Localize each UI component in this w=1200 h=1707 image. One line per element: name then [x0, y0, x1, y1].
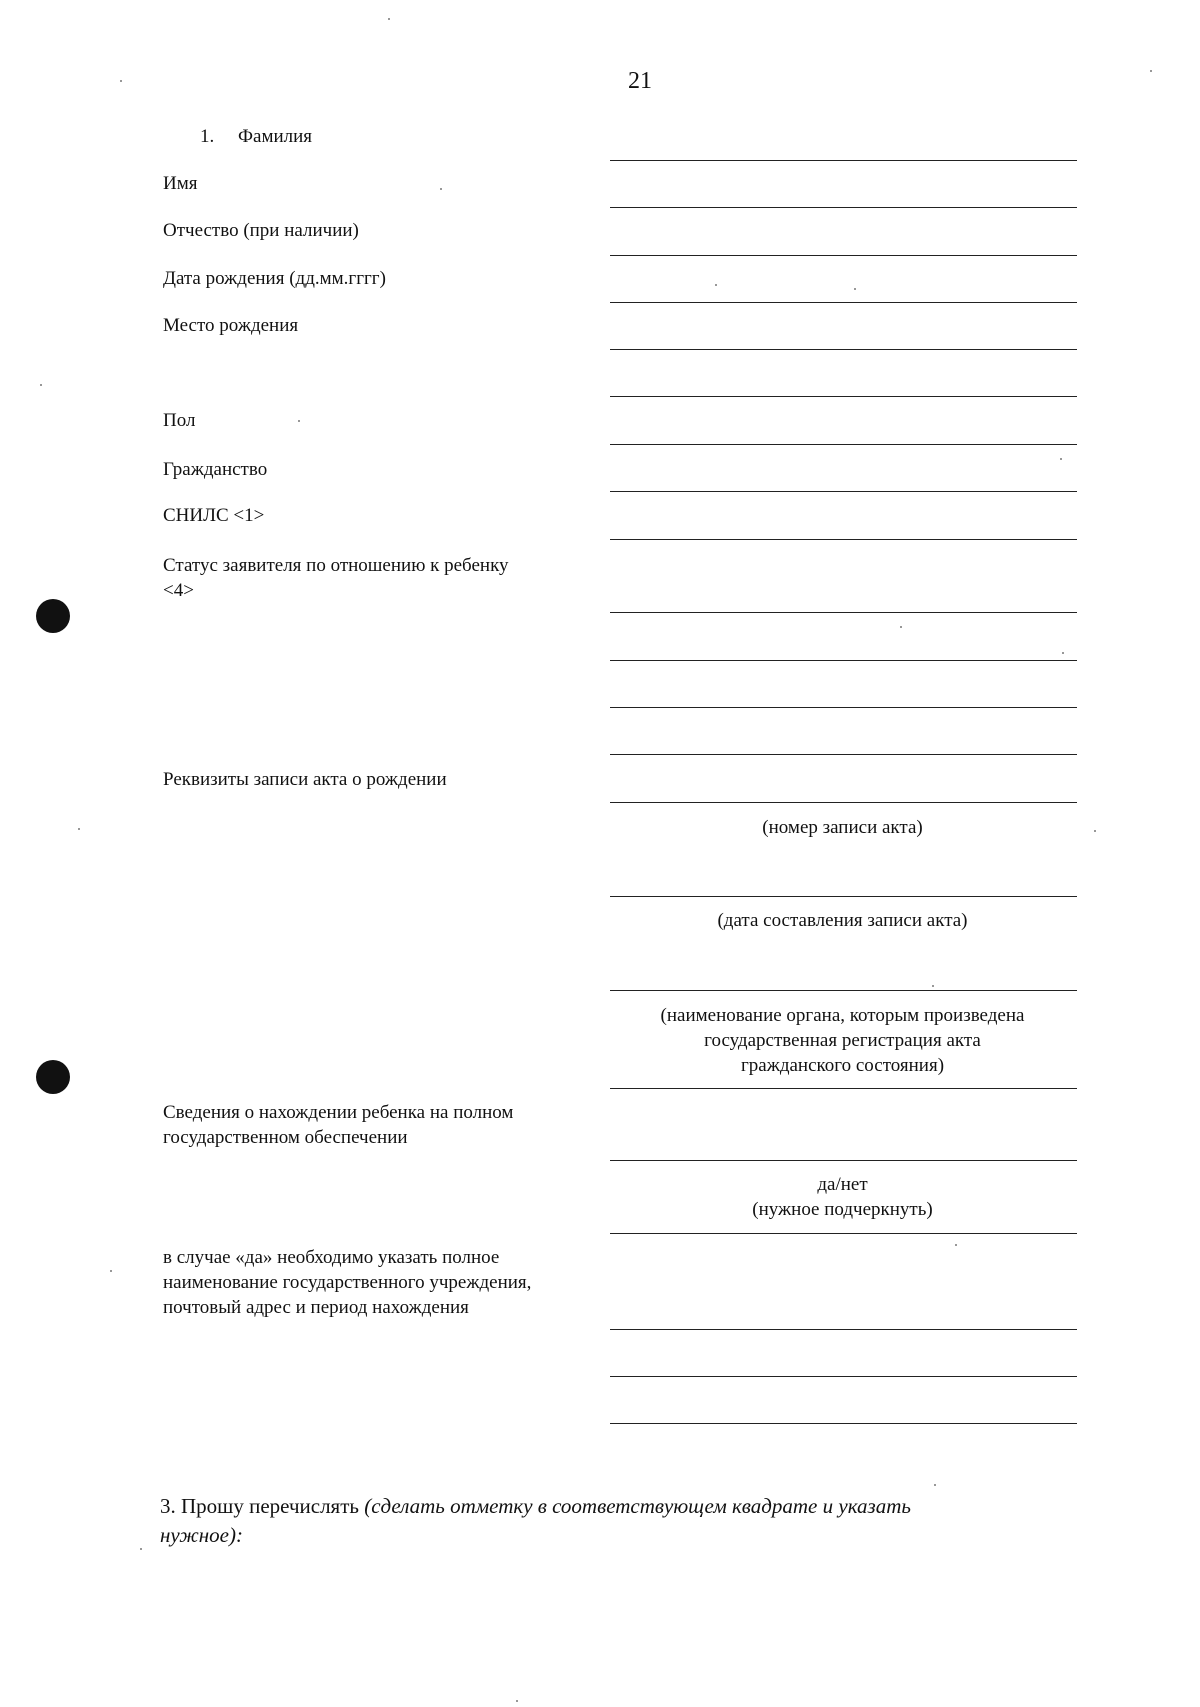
record-date-answer-line[interactable]	[610, 896, 1077, 897]
state-care-label-line1: Сведения о нахождении ребенка на полном	[163, 1102, 514, 1123]
scan-speck	[110, 1270, 112, 1272]
scan-speck	[1150, 70, 1152, 72]
snils-answer-line[interactable]	[610, 539, 1077, 540]
section-3-instruction-end: нужное):	[160, 1523, 243, 1547]
if-yes-label-line1: в случае «да» необходимо указать полное	[163, 1247, 500, 1268]
scan-speck	[1094, 830, 1096, 832]
name-label: Имя	[163, 173, 198, 194]
citizenship-label: Гражданство	[163, 459, 268, 480]
punch-hole-top	[36, 599, 70, 633]
scan-speck	[78, 828, 80, 830]
birth-record-label: Реквизиты записи акта о рождении	[163, 769, 447, 790]
institution-answer-line[interactable]	[610, 1329, 1077, 1330]
applicant-status-label: Статус заявителя по отношению к ребенку	[163, 555, 509, 576]
citizenship-answer-line[interactable]	[610, 491, 1077, 492]
yes-no-caption[interactable]: да/нет	[817, 1174, 868, 1195]
section-3-paragraph	[160, 1492, 1090, 1550]
state-care-label-line2: государственном обеспечении	[163, 1127, 408, 1148]
applicant-status-answer-line-3[interactable]	[610, 707, 1077, 708]
birth-place-answer-line[interactable]	[610, 349, 1077, 350]
scan-speck	[516, 1700, 518, 1702]
applicant-status-answer-line[interactable]	[610, 612, 1077, 613]
applicant-status-answer-line-2[interactable]	[610, 660, 1077, 661]
birth-date-label: Дата рождения (дд.мм.гггг)	[163, 268, 386, 289]
patronymic-answer-line[interactable]	[610, 255, 1077, 256]
scan-speck	[298, 420, 300, 422]
registration-body-bottom-line	[610, 1088, 1077, 1089]
scan-speck	[900, 626, 902, 628]
scan-speck	[388, 18, 390, 20]
name-answer-line[interactable]	[610, 207, 1077, 208]
registration-body-caption-line2: государственная регистрация акта	[704, 1030, 981, 1051]
sex-answer-line[interactable]	[610, 444, 1077, 445]
punch-hole-bottom	[36, 1060, 70, 1094]
section-3-prefix: 3. Прошу перечислять	[160, 1494, 365, 1518]
birth-place-label: Место рождения	[163, 315, 299, 336]
scan-speck	[1062, 652, 1064, 654]
snils-label: СНИЛС <1>	[163, 505, 265, 526]
scan-speck	[715, 284, 717, 286]
applicant-status-footnote: <4>	[163, 580, 194, 601]
scan-speck	[932, 985, 934, 987]
scan-speck	[140, 1548, 142, 1550]
surname-number: 1.	[200, 126, 215, 147]
birth-place-answer-line-2[interactable]	[610, 396, 1077, 397]
record-number-answer-line[interactable]	[610, 802, 1077, 803]
scan-speck	[120, 80, 122, 82]
yes-no-bottom-line	[610, 1233, 1077, 1234]
scan-speck	[955, 1244, 957, 1246]
registration-body-answer-line[interactable]	[610, 990, 1077, 991]
surname-label: Фамилия	[238, 126, 313, 147]
underline-needed-caption: (нужное подчеркнуть)	[752, 1199, 933, 1220]
if-yes-label-line3: почтовый адрес и период нахождения	[163, 1297, 469, 1318]
registration-body-caption-line1: (наименование органа, которым произведена	[660, 1005, 1025, 1026]
record-number-caption: (номер записи акта)	[762, 817, 923, 838]
scan-speck	[440, 188, 442, 190]
section-3-instruction: (сделать отметку в соответствующем квадрате и указать	[364, 1494, 911, 1518]
state-care-answer-line[interactable]	[610, 1160, 1077, 1161]
sex-label: Пол	[163, 410, 196, 431]
scan-speck	[40, 384, 42, 386]
registration-body-caption-line3: гражданского состояния)	[740, 1055, 945, 1076]
birth-date-answer-line[interactable]	[610, 302, 1077, 303]
page-number: 21	[628, 68, 652, 94]
scan-speck	[854, 288, 856, 290]
scan-speck	[934, 1484, 936, 1486]
surname-answer-line[interactable]	[610, 160, 1077, 161]
applicant-status-answer-line-4[interactable]	[610, 754, 1077, 755]
institution-answer-line-3[interactable]	[610, 1423, 1077, 1424]
institution-answer-line-2[interactable]	[610, 1376, 1077, 1377]
record-date-caption: (дата составления записи акта)	[717, 910, 968, 931]
scan-speck	[1060, 458, 1062, 460]
if-yes-label-line2: наименование государственного учреждения,	[163, 1272, 532, 1293]
patronymic-label: Отчество (при наличии)	[163, 220, 359, 241]
